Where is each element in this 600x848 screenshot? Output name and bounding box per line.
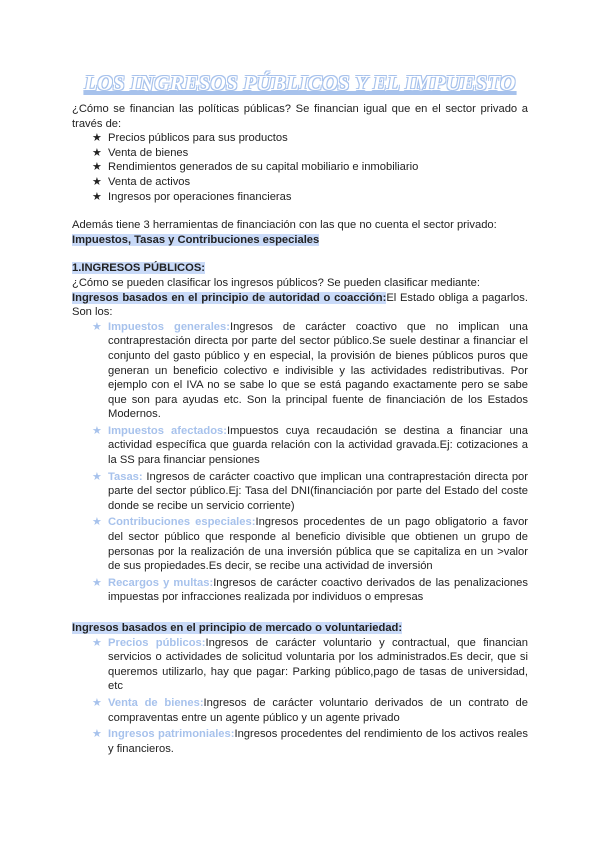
item-text: Ingresos de carácter voluntario y contractual, que financian servicios o actividades de solicitud voluntaria por los administrados.Es decir, que si queremos utilizarlo, hay que pagar: Parking público,pago de tasas de universidad, etc xyxy=(108,636,528,693)
item-term: Precios públicos: xyxy=(108,636,206,649)
intro-paragraph: ¿Cómo se financian las políticas públicas? Se financian igual que en el sector privado a través de: xyxy=(72,103,528,130)
coercion-paragraph xyxy=(72,291,528,320)
market-heading: Ingresos basados en el principio de mercado o voluntariedad: xyxy=(72,622,403,634)
list-item: ★ Rendimientos generados de su capital mobiliario e inmobiliario xyxy=(92,161,419,174)
item-term: Impuestos generales: xyxy=(108,320,230,333)
tools-highlight: Impuestos, Tasas y Contribuciones especiales xyxy=(72,233,320,246)
market-heading-line xyxy=(72,621,528,636)
item-text: Ingresos de carácter coactivo que no implican una contraprestación directa por parte del sector público.Se suele destinar a financiar el conjunto del gasto público y en especial, la provisión de bienes públicos puros que generan un beneficio colectivo e indivisible y las actividades redistributivas. Por ejemplo con el IVA no se sabe lo que se está pagando exactamente pero se sabe que son para ayudas etc. Son la principal fuente de financiación de los Estados Modernos. xyxy=(108,320,528,421)
coercion-heading: Ingresos basados en el principio de autoridad o coacción: xyxy=(72,291,387,304)
list-item: ★ Precios públicos para sus productos xyxy=(92,132,288,145)
coercion-rest: El Estado obliga a pagarlos. Son los: xyxy=(72,291,528,319)
list-item xyxy=(92,515,528,573)
list-item: ★ Venta de bienes xyxy=(92,146,189,159)
item-text: Ingresos de carácter coactivo derivados de las penalizaciones impuestas por infracciones realizada por individuos o empresas xyxy=(108,576,528,604)
star-bullet-icon: ★ xyxy=(92,424,103,437)
coercion-list xyxy=(72,320,528,605)
item-term: Contribuciones especiales: xyxy=(108,516,256,529)
list-item xyxy=(92,727,528,756)
item-text: Ingresos procedentes de un pago obligatorio a favor del sector público que responde al beneficio divisible que obtienen un grupo de personas por la realización de una inversión pública que se capitaliza en un >valor de sus propiedades.Es decir, se recibe una actividad de inversión xyxy=(108,516,529,573)
star-bullet-icon: ★ xyxy=(92,728,103,741)
item-text: Ingresos procedentes del rendimiento de los activos reales y financieros. xyxy=(108,728,528,755)
list-item xyxy=(92,320,528,422)
section-question: ¿Cómo se pueden clasificar los ingresos públicos? Se pueden clasificar mediante: xyxy=(72,276,480,289)
star-bullet-icon: ★ xyxy=(92,576,103,589)
list-item xyxy=(92,636,528,694)
item-term: Ingresos patrimoniales: xyxy=(108,728,235,741)
star-bullet-icon: ★ xyxy=(92,696,103,709)
market-list xyxy=(72,636,528,757)
document-page xyxy=(72,70,528,758)
star-bullet-icon: ★ xyxy=(92,636,103,649)
list-item: ★ Ingresos por operaciones financieras xyxy=(92,190,292,203)
star-bullet-icon: ★ xyxy=(92,161,103,174)
list-item xyxy=(92,696,528,725)
item-term: Impuestos afectados: xyxy=(108,424,228,437)
item-term: Recargos y multas: xyxy=(108,576,214,589)
item-text: Ingresos de carácter coactivo que implican una contraprestación directa por parte del sector público.Ej: Tasa del DNI(financiación por parte del Estado del coste donde se recibe un servicio corriente) xyxy=(108,470,528,512)
tools-highlight-line xyxy=(72,233,528,248)
item-term: Tasas: xyxy=(108,470,143,483)
document-title: LOS INGRESOS PÚBLICOS Y EL IMPUESTO xyxy=(84,71,516,95)
list-item xyxy=(92,576,528,605)
item-text: Impuestos cuya recaudación se destina a financiar una actividad específica que guarda relación con la actividad gravada.Ej: cotizaciones a la SS para financiar pensiones xyxy=(108,424,528,467)
star-bullet-icon: ★ xyxy=(92,190,103,203)
star-bullet-icon: ★ xyxy=(92,470,103,483)
list-item xyxy=(92,470,528,514)
star-bullet-icon: ★ xyxy=(92,320,103,333)
item-term: Venta de bienes: xyxy=(108,696,204,709)
star-bullet-icon: ★ xyxy=(92,516,103,529)
star-bullet-icon: ★ xyxy=(92,132,103,145)
section-heading: 1.INGRESOS PÚBLICOS: xyxy=(72,262,206,275)
item-text: Ingresos de carácter voluntario derivados de un contrato de compraventas entre un agente público y un agente privado xyxy=(108,696,528,724)
list-item xyxy=(92,424,528,468)
star-bullet-icon: ★ xyxy=(92,146,103,159)
intro-list xyxy=(72,131,528,204)
tools-paragraph: Además tiene 3 herramientas de financiación con las que no cuenta el sector privado: xyxy=(72,219,497,232)
star-bullet-icon: ★ xyxy=(92,175,103,188)
list-item: ★ Venta de activos xyxy=(92,175,191,188)
